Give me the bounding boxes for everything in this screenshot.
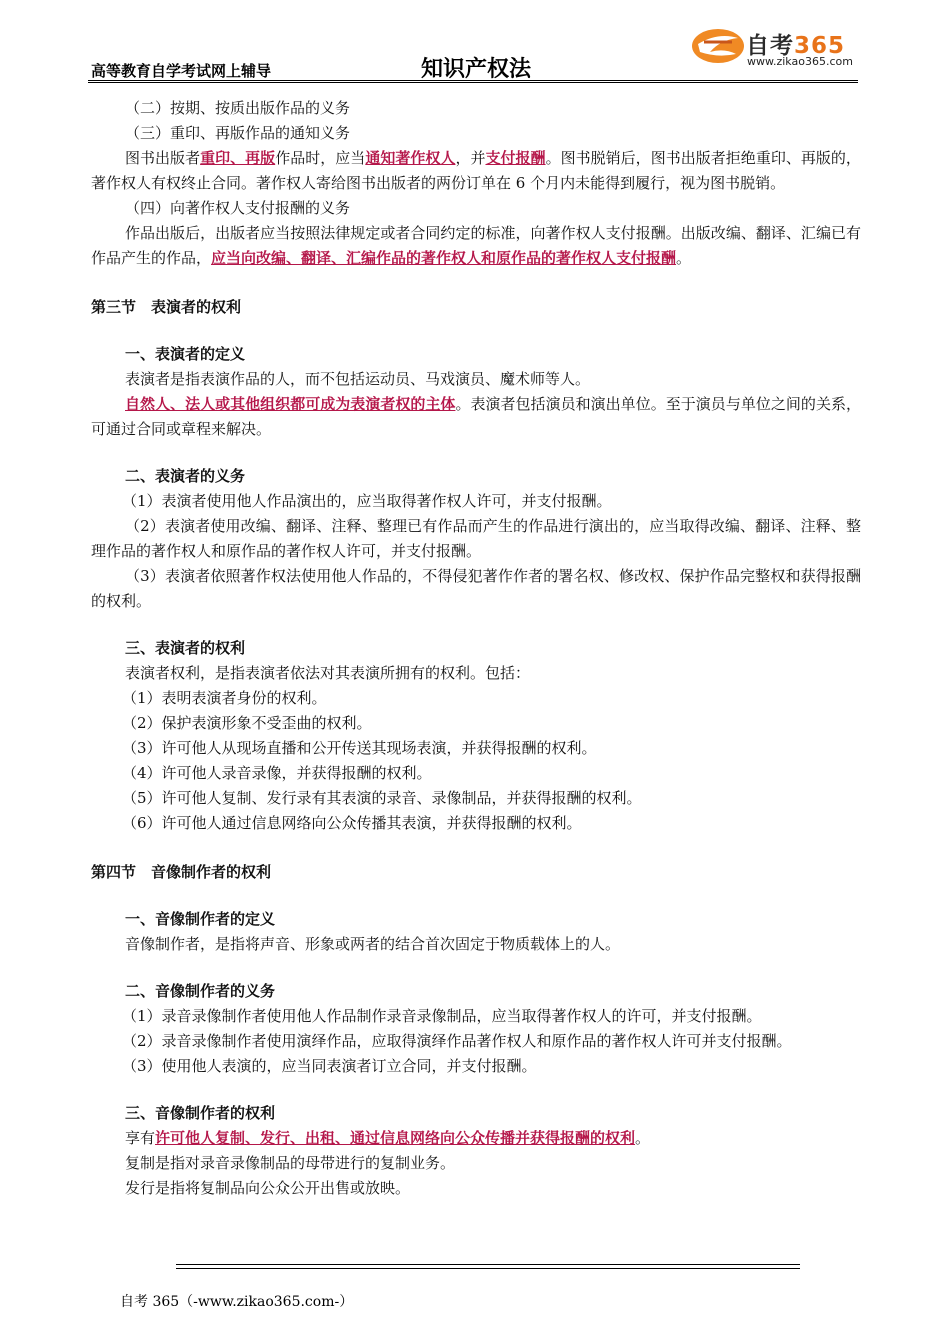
section-heading bbox=[91, 860, 861, 885]
text-run: （四）向著作权人支付报酬的义务 bbox=[125, 199, 351, 217]
text-run: （二）按期、按质出版作品的义务 bbox=[125, 99, 351, 117]
numbered-item bbox=[91, 1054, 861, 1079]
text-run: （5）许可他人复制、发行录有其表演的录音、录像制品，并获得报酬的权利。 bbox=[122, 789, 642, 807]
text-run: 表演者是指表演作品的人，而不包括运动员、马戏演员、魔术师等人。 bbox=[125, 370, 591, 388]
text-run: （2）录音录像制作者使用演绎作品，应取得演绎作品著作权人和原作品的著作权人许可并支付报酬。 bbox=[122, 1032, 792, 1050]
footer-rule bbox=[176, 1264, 800, 1269]
text-run: 。 bbox=[635, 1129, 651, 1147]
document-body bbox=[91, 96, 861, 1201]
header-rule bbox=[88, 80, 858, 83]
text-run: 发行是指将复制品向公众公开出售或放映。 bbox=[125, 1179, 411, 1197]
text-run: 作品时，应当 bbox=[275, 149, 366, 167]
subsection-heading bbox=[91, 636, 861, 661]
list-item bbox=[91, 196, 861, 221]
text-run: 。 bbox=[676, 249, 692, 267]
text-run: 第四节 音像制作者的权利 bbox=[91, 863, 272, 881]
logo-url: www.zikao365.com bbox=[747, 55, 853, 68]
text-run: 。表演者包括演员和演出单位。至于演员与单位之间的关系，可通过合同或章程来解决。 bbox=[91, 395, 861, 438]
section-heading bbox=[91, 295, 861, 320]
header-left-title: 高等教育自学考试网上辅导 bbox=[91, 62, 272, 80]
text-run: 二、表演者的义务 bbox=[125, 467, 246, 485]
text-run: （1）录音录像制作者使用他人作品制作录音录像制品，应当取得著作权人的许可，并支付报酬。 bbox=[122, 1007, 762, 1025]
highlight-text: 自然人、法人或其他组织都可成为表演者权的主体 bbox=[125, 395, 456, 413]
text-run: （1）表明表演者身份的权利。 bbox=[122, 689, 327, 707]
numbered-item bbox=[91, 711, 861, 736]
numbered-item bbox=[91, 1004, 861, 1029]
highlight-text: 许可他人复制、发行、出租、通过信息网络向公众传播并获得报酬的权利 bbox=[155, 1129, 636, 1147]
paragraph bbox=[91, 514, 861, 564]
text-run: 表演者权利，是指表演者依法对其表演所拥有的权利。包括： bbox=[125, 664, 531, 682]
text-run: 享有 bbox=[125, 1129, 156, 1147]
list-item bbox=[91, 121, 861, 146]
text-run: （2）表演者使用改编、翻译、注释、整理已有作品而产生的作品进行演出的，应当取得改编、翻译、注释、整理作品的著作权人和原作品的著作权人许可，并支付报酬。 bbox=[91, 517, 861, 560]
subsection-heading bbox=[91, 979, 861, 1004]
text-run: （2）保护表演形象不受歪曲的权利。 bbox=[122, 714, 372, 732]
text-run: 二、音像制作者的义务 bbox=[125, 982, 276, 1000]
paragraph bbox=[91, 392, 861, 442]
paragraph bbox=[91, 367, 861, 392]
text-run: （3）使用他人表演的，应当同表演者订立合同，并支付报酬。 bbox=[122, 1057, 537, 1075]
subsection-heading bbox=[91, 907, 861, 932]
paragraph bbox=[91, 146, 861, 196]
subsection-heading bbox=[91, 1101, 861, 1126]
text-run: （三）重印、再版作品的通知义务 bbox=[125, 124, 351, 142]
text-run: 第三节 表演者的权利 bbox=[91, 298, 242, 316]
numbered-item bbox=[91, 761, 861, 786]
highlight-text: 重印、再版 bbox=[200, 149, 276, 167]
text-run: 复制是指对录音录像制品的母带进行的复制业务。 bbox=[125, 1154, 456, 1172]
logo-brand-text: 自考 bbox=[746, 33, 794, 59]
subsection-heading bbox=[91, 342, 861, 367]
numbered-item bbox=[91, 736, 861, 761]
header-subject-title: 知识产权法 bbox=[421, 57, 532, 82]
text-run: ，并 bbox=[455, 149, 486, 167]
numbered-item bbox=[91, 1029, 861, 1054]
paragraph bbox=[91, 1126, 861, 1151]
paragraph bbox=[91, 661, 861, 686]
text-run: （3）许可他人从现场直播和公开传送其现场表演，并获得报酬的权利。 bbox=[122, 739, 597, 757]
highlight-text: 支付报酬 bbox=[485, 149, 546, 167]
text-run: （6）许可他人通过信息网络向公众传播其表演，并获得报酬的权利。 bbox=[122, 814, 582, 832]
paragraph bbox=[91, 932, 861, 957]
text-run: 作品出版后，出版者应当按照法律规定或者合同约定的标准，向著作权人支付报酬。出版改编、翻译、汇编已有作品产生的作品， bbox=[91, 224, 861, 267]
text-run: （1）表演者使用他人作品演出的，应当取得著作权人许可，并支付报酬。 bbox=[122, 492, 612, 510]
logo-brand-number: 365 bbox=[794, 33, 846, 59]
text-run: 图书出版者 bbox=[125, 149, 201, 167]
paragraph bbox=[91, 1176, 861, 1201]
numbered-item bbox=[91, 489, 861, 514]
numbered-item bbox=[91, 786, 861, 811]
text-run: 三、音像制作者的权利 bbox=[125, 1104, 276, 1122]
paragraph bbox=[91, 221, 861, 271]
numbered-item bbox=[91, 811, 861, 836]
text-run: 一、音像制作者的定义 bbox=[125, 910, 276, 928]
paragraph bbox=[91, 564, 861, 614]
subsection-heading bbox=[91, 464, 861, 489]
highlight-text: 应当向改编、翻译、汇编作品的著作权人和原作品的著作权人支付报酬 bbox=[211, 249, 677, 267]
text-run: （3）表演者依照著作权法使用他人作品的，不得侵犯著作作者的署名权、修改权、保护作品完整权和获得报酬的权利。 bbox=[91, 567, 861, 610]
numbered-item bbox=[91, 686, 861, 711]
text-run: （4）许可他人录音录像，并获得报酬的权利。 bbox=[122, 764, 432, 782]
footer-text: 自考 365（-www.zikao365.com-） bbox=[120, 1294, 354, 1310]
text-run: 一、表演者的定义 bbox=[125, 345, 246, 363]
text-run: 三、表演者的权利 bbox=[125, 639, 246, 657]
text-run: 音像制作者，是指将声音、形象或两者的结合首次固定于物质载体上的人。 bbox=[125, 935, 621, 953]
highlight-text: 通知著作权人 bbox=[365, 149, 456, 167]
text-run: 。图书脱销后，图书出版者拒绝重印、再版的，著作权人有权终止合同。著作权人寄给图书出版者的两份订单在 6 个月内未能得到履行，视为图书脱销。 bbox=[91, 149, 861, 192]
list-item bbox=[91, 96, 861, 121]
paragraph bbox=[91, 1151, 861, 1176]
